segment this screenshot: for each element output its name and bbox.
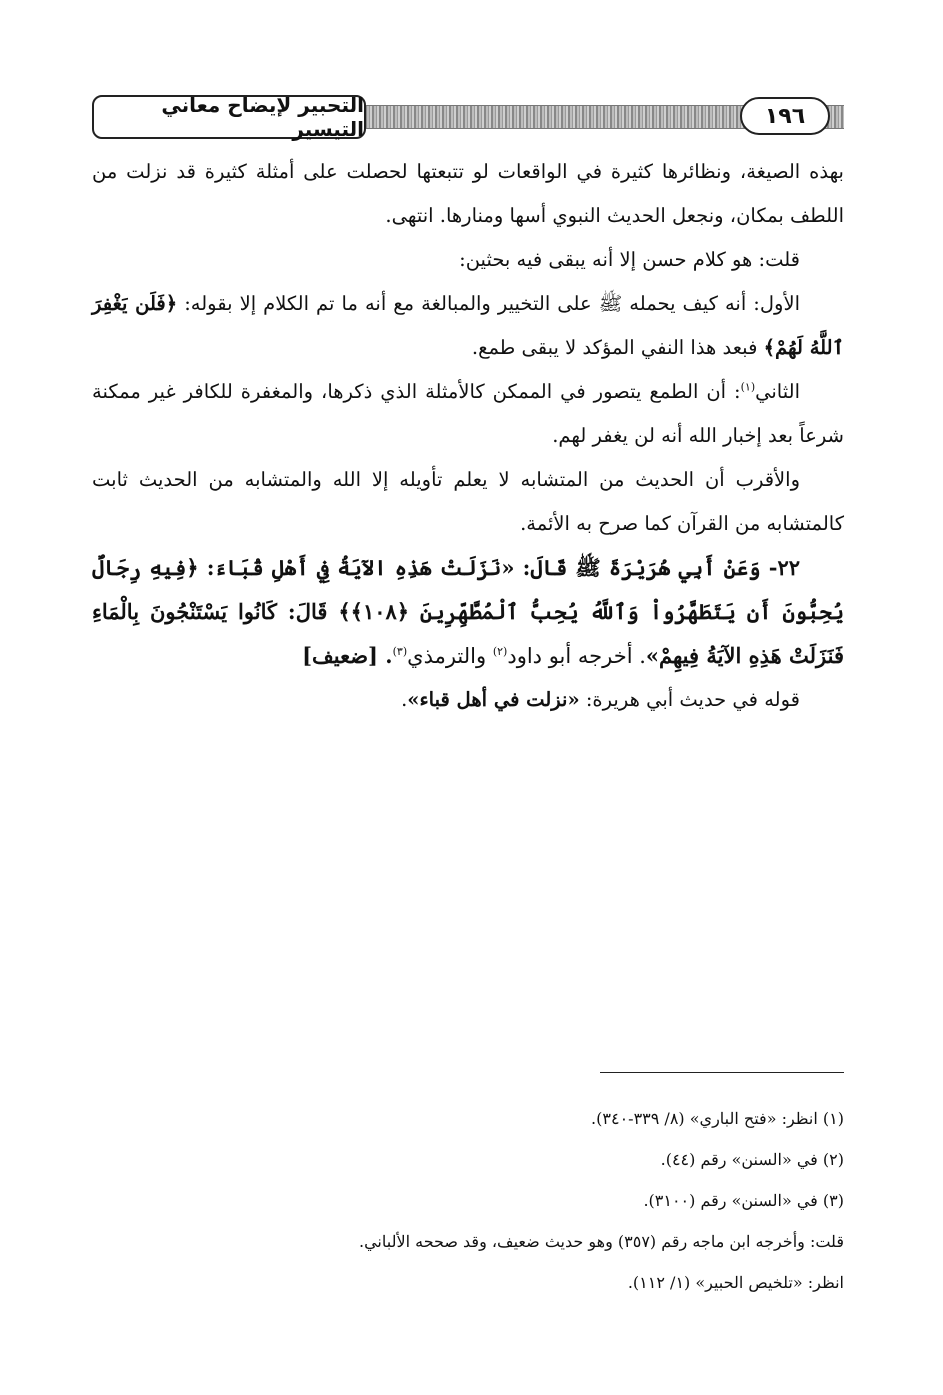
paragraph-7-quote: «نزلت في أهل قباء» <box>407 688 580 711</box>
page-header <box>92 95 844 139</box>
paragraph-2: قلت: هو كلام حسن إلا أنه يبقى فيه بحثين: <box>459 248 800 271</box>
paragraph-3 <box>92 282 844 370</box>
paragraph-5: والأقرب أن الحديث من المتشابه لا يعلم تأويله إلا الله والمتشابه من الحديث ثابت كالمتشابه من القرآن كما صرح به الأئمة. <box>92 468 844 535</box>
book-title: التحبير لإيضاح معاني التيسير <box>92 95 366 139</box>
paragraph-7-text-b: . <box>401 688 408 711</box>
paragraph-4 <box>92 370 844 458</box>
hadith-text: «نَزَلَتْ هَذِهِ الآيَةُ فِي أَهْلِ قُبَاءَ: ﴿فِيهِ رِجَالٌ يُحِبُّونَ أَن يَتَطَهَّرُواْ وَٱللَّهُ يُحِبُّ ٱلْمُطَّهِّرِينَ ﴿١٠٨﴾﴾ قَالَ: كَانُوا يَسْتَنْجُونَ بِالْمَاءِ فَنَزَلَتْ هَذِهِ الآيَةُ فِيهِمْ» <box>92 555 844 668</box>
main-text <box>92 150 844 722</box>
hadith-source-a: . أخرجه أبو داود <box>507 644 646 668</box>
footnote-1: (١) انظر: «فتح الباري» (٨/ ٣٣٩-٣٤٠). <box>591 1109 844 1128</box>
footnote-ref-note: انظر: «تلخيص الحبير» (١/ ١١٢). <box>627 1273 844 1292</box>
hadith-grade: . [ضعيف] <box>302 643 393 668</box>
footnote-3: (٣) في «السنن» رقم (٣١٠٠). <box>643 1191 844 1210</box>
footnote-ref-1: (١) <box>740 380 756 394</box>
footnote-ref-3: (٣) <box>392 645 408 658</box>
paragraph-4-text-b: : أن الطمع يتصور في الممكن كالأمثلة الذي ذكرها، والمغفرة للكافر غير ممكنة شرعاً بعد إخبار الله أنه لن يغفر لهم. <box>92 380 844 447</box>
quran-quote: ﴿فَلَن يَغْفِرَ ٱللَّهُ لَهُمْ﴾ <box>92 292 844 359</box>
footnote-note: قلت: وأخرجه ابن ماجه رقم (٣٥٧) وهو حديث ضعيف، وقد صححه الألباني. <box>359 1232 844 1251</box>
footnote-ref-2: (٢) <box>492 645 508 658</box>
paragraph-7 <box>92 678 844 722</box>
page-number: ١٩٦ <box>740 97 830 135</box>
paragraph-4-text-a: الثاني <box>755 380 800 403</box>
paragraph-1: بهذه الصيغة، ونظائرها كثيرة في الواقعات لو تتبعتها لحصلت على أمثلة كثيرة قد نزلت من اللطف بمكان، ونجعل الحديث النبوي أسها ومنارها. انتهى. <box>92 160 844 227</box>
hadith-number: ٢٢- وَعَنْ أَبِي هُرَيْرَةَ ﷺ قَالَ: <box>514 555 801 580</box>
paragraph-3-text-a: الأول: أنه كيف يحمله ﷺ على التخيير والمبالغة مع أنه ما تم الكلام إلا بقوله: <box>177 292 800 315</box>
hadith-22 <box>92 546 844 678</box>
footnotes <box>92 1098 844 1303</box>
paragraph-3-text-b: فبعد هذا النفي المؤكد لا يبقى طمع. <box>471 336 764 359</box>
hadith-source-b: والترمذي <box>407 644 493 668</box>
paragraph-7-text-a: قوله في حديث أبي هريرة: <box>579 688 800 711</box>
footnote-separator <box>600 1072 844 1073</box>
footnote-2: (٢) في «السنن» رقم (٤٤). <box>660 1150 844 1169</box>
